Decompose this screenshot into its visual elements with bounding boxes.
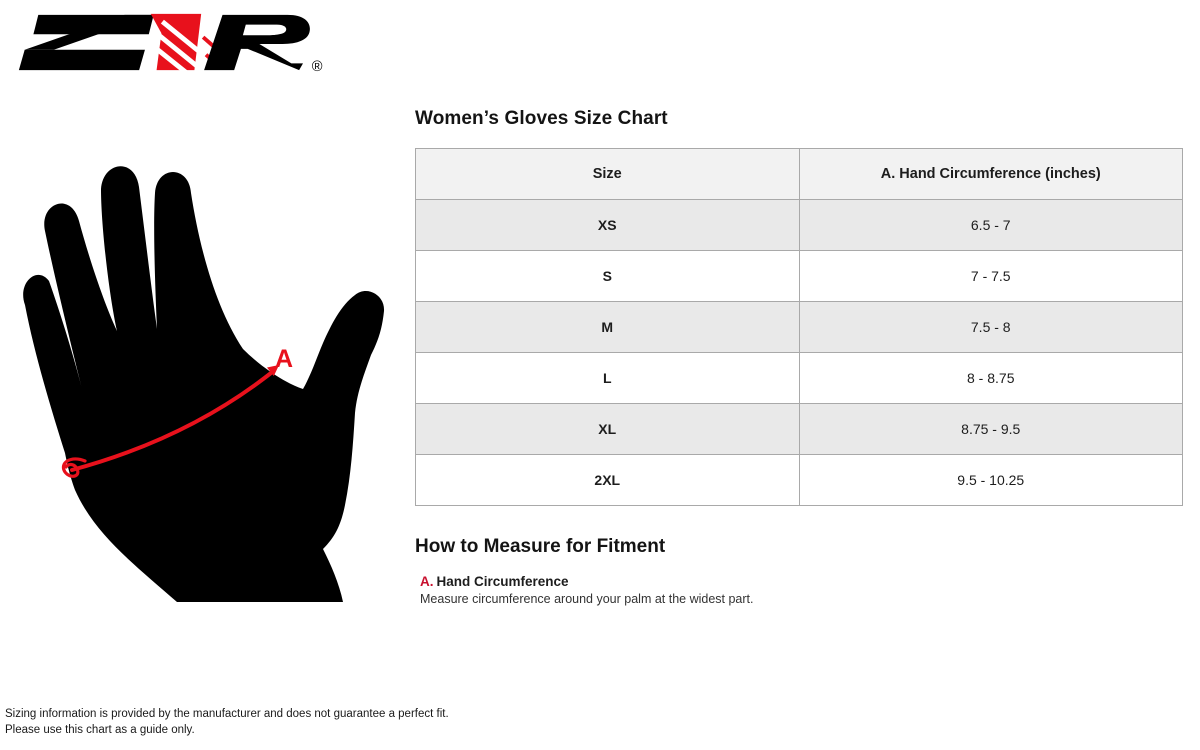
disclaimer-line-1: Sizing information is provided by the manufacturer and does not guarantee a perfect fit. [5,708,449,720]
table-row [416,455,1183,506]
hand-silhouette [23,166,384,602]
table-header-row [416,149,1183,200]
logo-letter-z [19,15,154,70]
circumference-cell: 7.5 - 8 [799,302,1183,353]
table-row [416,404,1183,455]
measurement-label [420,574,569,589]
hand-diagram [5,145,400,615]
measurement-point-label: A [275,345,294,373]
circumference-cell: 7 - 7.5 [799,251,1183,302]
size-cell: XS [416,200,800,251]
circumference-cell: 6.5 - 7 [799,200,1183,251]
size-cell: L [416,353,800,404]
size-cell: XL [416,404,800,455]
circumference-cell: 8.75 - 9.5 [799,404,1183,455]
page-title: Women’s Gloves Size Chart [415,108,668,129]
size-chart-table [415,148,1183,506]
z1r-logo [15,4,335,82]
table-row [416,302,1183,353]
how-to-heading: How to Measure for Fitment [415,536,666,557]
column-header-circumference: A. Hand Circumference (inches) [799,149,1183,200]
logo-letter-r [204,15,323,75]
circumference-cell: 8 - 8.75 [799,353,1183,404]
table-row [416,200,1183,251]
disclaimer-line-2: Please use this chart as a guide only. [5,724,195,736]
measurement-title: Hand Circumference [436,574,569,589]
size-cell: M [416,302,800,353]
column-header-size: Size [416,149,800,200]
table-row [416,353,1183,404]
disclaimer [5,706,449,738]
measurement-description: Measure circumference around your palm at the widest part. [420,592,754,606]
size-cell: 2XL [416,455,800,506]
table-row [416,251,1183,302]
measurement-letter: A. [420,574,434,589]
circumference-cell: 9.5 - 10.25 [799,455,1183,506]
size-cell: S [416,251,800,302]
registered-mark: ® [311,59,323,76]
